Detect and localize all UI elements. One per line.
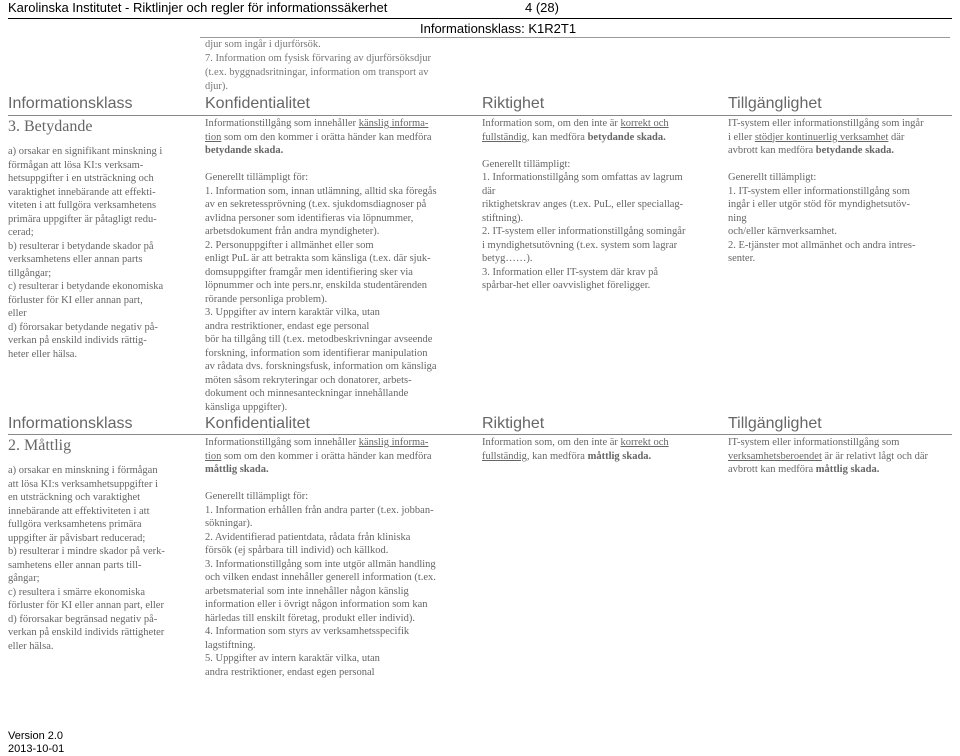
desc-line: tillgångar; [8, 267, 52, 279]
level-2-tillganglighet [728, 436, 956, 477]
level-title: 3. Betydande [8, 118, 93, 135]
desc-line: varaktighet innebärande att effekti- [8, 186, 156, 198]
list-line: i myndighetsutövning (t.ex. system som lagrar [482, 239, 678, 251]
list-line: Generellt tillämpligt för: [205, 172, 309, 183]
desc-line: c) resulterar i betydande ekonomiska [8, 281, 164, 292]
desc-line: b) resulterar i betydande skador på [8, 240, 154, 252]
desc-line: d) förorsakar begränsad negativ på- [8, 613, 158, 625]
desc-line: fullgöra verksamhetens primära [8, 519, 142, 530]
list-line: andra restriktioner, endast ege personal [205, 320, 370, 332]
fragment-line: djur). [205, 81, 229, 92]
desc-line: verkan på enskild individs rättigheter [8, 627, 165, 638]
intro-line: måttlig skada. [205, 464, 269, 475]
list-line: härledas till enskilt företag, produkt eller individ). [205, 612, 415, 624]
list-line: rörande personliga problem). [205, 293, 328, 305]
list-line: där [482, 185, 496, 197]
list-line: Generellt tillämpligt: [482, 158, 571, 170]
list-line: betyg……). [482, 253, 533, 264]
desc-line: en utsträckning och varaktighet [8, 492, 141, 503]
list-line: löpnummer och inte pers.nr, enskilda studentärenden [205, 280, 428, 291]
column-header-informationsklass: Informationsklass [8, 95, 133, 112]
version-label: Version 2.0 [8, 730, 64, 742]
list-line: senter. [728, 253, 756, 264]
desc-line: uppgifter är påvisbart reducerad; [8, 532, 146, 544]
list-line: andra restriktioner, endast egen personal [205, 666, 375, 678]
list-line: avlidna personer som identifieras via löpnummer, [205, 212, 414, 224]
level-3-riktighet [482, 117, 720, 293]
desc-line: d) förorsakar betydande negativ på- [8, 321, 158, 333]
intro-line: fullständig, kan medföra betydande skada. [482, 131, 666, 143]
list-line: 2. Avidentifierad patientdata, rådata från kliniska [205, 531, 411, 543]
list-line: spårbar-het eller oavvislighet föreligger. [482, 280, 651, 291]
column-header-tillganglighet: Tillgänglighet [728, 95, 822, 112]
column-header-konfidentialitet: Konfidentialitet [205, 95, 310, 112]
list-line: 2. E-tjänster mot allmänhet och andra intres- [728, 239, 916, 251]
intro-line: Information som, om den inte är korrekt och [482, 118, 669, 129]
column-header-tillganglighet: Tillgänglighet [728, 415, 822, 432]
list-line: Generellt tillämpligt för: [205, 491, 309, 502]
fragment-line: djur som ingår i djurförsök. [205, 39, 321, 50]
intro-line: IT-system eller informationstillgång som [728, 437, 900, 448]
desc-line: b) resulterar i mindre skador på verk- [8, 546, 165, 557]
desc-line: c) resultera i smärre ekonomiska [8, 586, 146, 598]
column-header-informationsklass: Informationsklass [8, 415, 133, 432]
list-line: 1. IT-system eller informationstillgång som [728, 185, 910, 197]
list-line: Generellt tillämpligt: [728, 172, 817, 183]
desc-line: gångar; [8, 573, 40, 584]
list-line: 2. Personuppgifter i allmänhet eller som [205, 239, 374, 251]
intro-line: Informationstillgång som innehåller känslig informa- [205, 437, 429, 448]
desc-line: a) orsakar en signifikant minskning i [8, 146, 163, 157]
list-line: ingår i eller utgör stöd för myndighetsutöv- [728, 199, 910, 210]
list-line: möten såsom rekryteringar och donatorer, arbets- [205, 374, 412, 386]
list-line: 3. Uppgifter av intern karaktär vilka, utan [205, 307, 380, 318]
desc-line: att lösa KI:s verksamhetsuppgifter i [8, 478, 158, 490]
list-line: och/eller kärnverksamhet. [728, 226, 838, 237]
list-line: domsuppgifter framgår men identifiering sker via [205, 266, 413, 278]
list-line: försök (ej spårbara till individ) och källkod. [205, 545, 389, 556]
list-line: 5. Uppgifter av intern karaktär vilka, utan [205, 653, 380, 664]
level-2-konfidentialitet [205, 436, 473, 679]
list-line: enligt PuL är att betrakta som känsliga (t.ex. där sjuk- [205, 253, 431, 264]
desc-line: cerad; [8, 227, 34, 238]
desc-line: eller hälsa. [8, 640, 54, 652]
level-3-konfidentialitet [205, 117, 473, 414]
list-line: och vilken endast innehåller generell information (t.ex. [205, 572, 436, 583]
list-line: av rådata dvs. forskningsfusk, information om känsliga [205, 361, 437, 372]
desc-line: förmågan att lösa KI:s verksam- [8, 159, 144, 171]
intro-line: IT-system eller informationstillgång som ingår [728, 118, 924, 129]
level-2-description [8, 436, 193, 653]
list-line: sökningar). [205, 518, 253, 529]
list-line: 1. Information erhållen från andra parter (t.ex. jobban- [205, 504, 434, 516]
list-line: bör ha tillgång till (t.ex. metodbeskrivningar avseende [205, 334, 433, 345]
desc-line: samhetens eller annan parts till- [8, 559, 142, 571]
intro-line: Informationstillgång som innehåller känslig informa- [205, 118, 429, 129]
level-3-tillganglighet [728, 117, 956, 266]
intro-line: Information som, om den inte är korrekt och [482, 437, 669, 448]
header-rule [8, 18, 952, 19]
level-2-riktighet [482, 436, 720, 463]
intro-line: tion som om den kommer i orätta händer kan medföra [205, 450, 432, 462]
list-line: arbetsmaterial som inte innehåller någon känslig [205, 585, 409, 597]
list-line: riktighetskrav anges (t.ex. PuL, eller speciallag- [482, 199, 684, 210]
row-divider [8, 434, 952, 435]
fragment-line: 7. Information om fysisk förvaring av djurförsöksdjur [205, 53, 432, 64]
list-line: 2. IT-system eller informationstillgång somingår [482, 226, 686, 237]
desc-line: viteten i att fullgöra verksamhetens [8, 200, 157, 211]
list-line: dokument och minnesanteckningar innehållande [205, 388, 409, 399]
column-header-riktighet: Riktighet [482, 415, 545, 432]
column-header-riktighet: Riktighet [482, 95, 545, 112]
date-label: 2013-10-01 [8, 743, 65, 755]
desc-line: verkan på enskild individs rättig- [8, 335, 147, 346]
desc-line: hetsuppgifter i en utsträckning och [8, 173, 154, 184]
intro-line: fullständig, kan medföra måttlig skada. [482, 450, 652, 462]
list-line: stiftning). [482, 212, 524, 224]
classification-label: Informationsklass: K1R2T1 [420, 21, 577, 36]
list-line: arbetsdokument från andra myndigheter). [205, 226, 380, 237]
level-3-description [8, 117, 193, 361]
list-line: 3. Informationstillgång som inte utgör allmän handling [205, 558, 436, 570]
list-line: 4. Information som styrs av verksamhetsspecifik [205, 626, 410, 637]
document-title: Karolinska Institutet - Riktlinjer och regler för informationssäkerhet [8, 0, 388, 15]
page-number: 4 (28) [525, 0, 559, 15]
list-line: ning [728, 212, 747, 224]
list-line: av en sekretessprövning (t.ex. sjukdomsdiagnoser på [205, 199, 427, 210]
list-line: forskning, information som identifierar manipulation [205, 347, 428, 359]
desc-line: innebärande att effektiviteten i att [8, 505, 150, 517]
list-line: information eller i övrigt någon information som kan [205, 599, 428, 610]
intro-line: avbrott kan medföra betydande skada. [728, 145, 894, 156]
intro-line: verksamhetsberoendet är är relativt lågt och där [728, 450, 929, 462]
list-line: 1. Informationstillgång som omfattas av lagrum [482, 172, 683, 183]
level-title: 2. Måttlig [8, 437, 72, 454]
desc-line: förluster för KI eller annan part, eller [8, 600, 164, 611]
column-header-row [0, 95, 960, 117]
desc-line: förluster för KI eller annan part, [8, 294, 143, 306]
continued-fragment [205, 38, 475, 94]
intro-line: betydande skada. [205, 145, 284, 156]
intro-line: avbrott kan medföra måttlig skada. [728, 464, 880, 475]
intro-line: tion som om den kommer i orätta händer kan medföra [205, 131, 432, 143]
desc-line: primära uppgifter är påtagligt redu- [8, 213, 157, 225]
fragment-line: (t.ex. byggnadsritningar, information om transport av [205, 67, 429, 78]
row-divider [8, 115, 952, 116]
column-header-konfidentialitet: Konfidentialitet [205, 415, 310, 432]
desc-line: a) orsakar en minskning i förmågan [8, 465, 158, 476]
list-line: lagstiftning. [205, 639, 256, 651]
desc-line: eller [8, 308, 27, 319]
list-line: 1. Information som, innan utlämning, alltid ska föregås [205, 185, 437, 197]
list-line: 3. Information eller IT-system där krav på [482, 266, 659, 278]
intro-line: i eller stödjer kontinuerlig verksamhet där [728, 131, 905, 143]
list-line: känsliga uppgifter). [205, 401, 288, 413]
desc-line: verksamhetens eller annan parts [8, 254, 143, 265]
desc-line: heter eller hälsa. [8, 348, 78, 360]
